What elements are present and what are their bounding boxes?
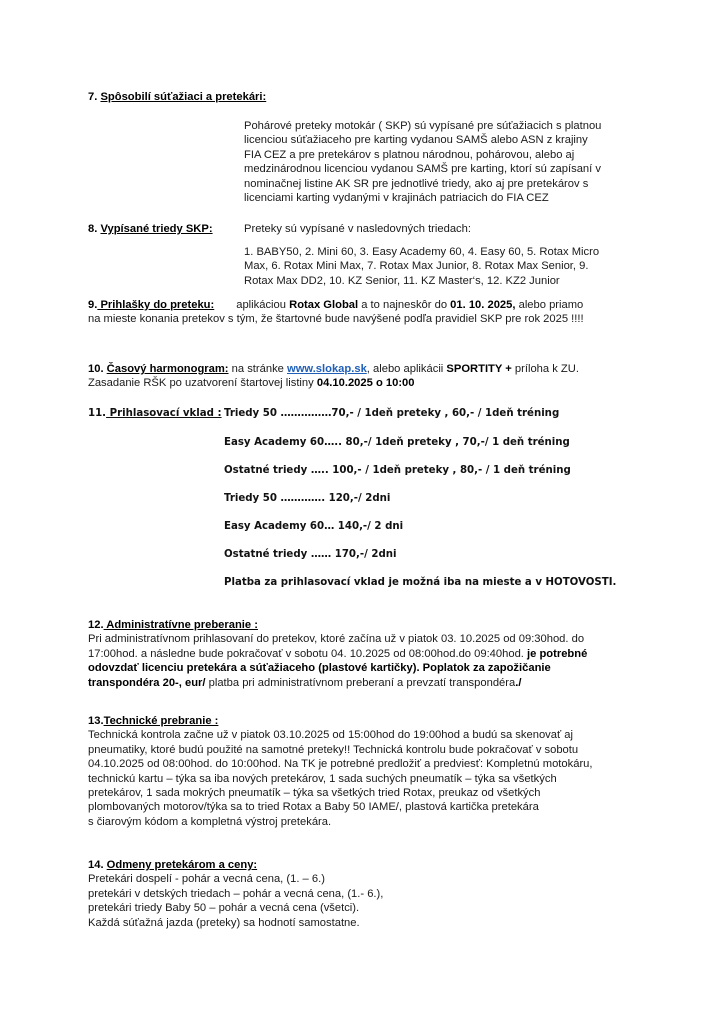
text-line: Každá súťažná jazda (preteky) sa hodnotí samostatne. (88, 916, 360, 929)
text-line: Pohárové preteky motokár ( SKP) sú vypísané pre súťažiacich s platnou (244, 120, 602, 132)
text-line: pretekári triedy Baby 50 – pohár a vecná cena (všetci). (88, 902, 360, 915)
fee-row: Easy Academy 60….. 80,-/ 1deň preteky , 70,-/ 1 deň tréning (224, 437, 570, 448)
section-number: 8. (88, 223, 101, 235)
section-title: Administratívne preberanie : (103, 619, 258, 631)
section-8-classes (244, 245, 599, 288)
section-number: 14. (88, 859, 107, 871)
fee-row: Ostatné triedy ….. 100,- / 1deň preteky , 80,- / 1 deň tréning (224, 465, 571, 476)
text-run: a to najneskôr do (358, 299, 451, 311)
text-line: Rotax Max DD2, 10. KZ Senior, 11. KZ Master‘s, 12. KZ2 Junior (244, 274, 560, 287)
text-line: Pri administratívnom prihlasovaní do pretekov, ktoré začína už v piatok 03. 10.2025 od 09:30hod. do (88, 633, 585, 646)
section-7-heading (88, 90, 266, 104)
text-line: na mieste konania pretekov s tým, že štartovné bude navýšené podľa pravidiel SKP pre rok 2025 !!!! (88, 313, 584, 326)
section-number: 12. (88, 619, 104, 631)
text-line: FIA CEZ a pre pretekárov s platnou národnou, pohárovou, alebo aj (244, 148, 575, 161)
section-title: Spôsobilí súťažiaci a pretekári: (100, 91, 267, 103)
text-line (88, 298, 584, 312)
fee-row: Ostatné triedy …… 170,-/ 2dni (224, 549, 397, 560)
section-13 (88, 714, 593, 829)
text-line: plombovaných motorov/týka sa to tried Rotax a Baby 50 IAME/, plastová kartička pretekára (88, 801, 539, 814)
section-14-heading (88, 858, 383, 872)
section-number: 9. (88, 299, 98, 311)
text-line: nominačnej listine AK SR pre jednotlivé triedy, ako aj pre pretekárov s (244, 177, 589, 190)
section-13-heading (88, 714, 593, 728)
section-8-heading (88, 222, 213, 236)
section-number: 7. (88, 91, 101, 103)
text-line: pneumatiky, ktoré budú použité na samotné preteky!! Technická kontrolu bude pokračovať v sobotu (88, 743, 579, 756)
text-run-bold: transpondéra 20-, eur/ (88, 676, 206, 689)
section-title: Vypísané triedy SKP: (100, 223, 213, 235)
text-line: Technická kontrola začne už v piatok 03.10.2025 od 15:00hod do 19:00hod a budú sa skenovať aj (88, 729, 573, 742)
section-12 (88, 618, 587, 690)
text-run: aplikáciou (236, 299, 290, 311)
website-link[interactable]: www.slokap.sk (287, 363, 367, 375)
section-12-heading (88, 618, 587, 632)
text-run-bold: je potrebné (527, 647, 588, 660)
text-line (88, 362, 579, 376)
section-11-heading (88, 407, 222, 421)
app-name: SPORTITY + (446, 363, 512, 375)
text-line: medzinárodnou licenciou vydanou SAMŠ pre karting, ktorí sú zapísaní v (244, 163, 601, 176)
app-name: Rotax Global (289, 299, 359, 311)
section-title: Odmeny pretekárom a ceny: (106, 859, 258, 871)
text-run: platba pri administratívnom preberaní a prevzatí transpondéra (205, 676, 516, 689)
section-title: Prihlasovací vklad : (106, 408, 222, 419)
text-run: 17:00hod. a následne bude pokračovať v sobotu 04. 10.2025 od 08:00hod.do 09:40hod. (88, 647, 528, 660)
section-number: 13. (88, 715, 104, 727)
deadline-date: 01. 10. 2025, (450, 299, 516, 311)
text-line: 1. BABY50, 2. Mini 60, 3. Easy Academy 60, 4. Easy 60, 5. Rotax Micro (244, 246, 600, 258)
text-line: technickú kartu – týka sa iba nových pretekárov, 1 sada suchých pneumatík – týka sa všetkých (88, 772, 557, 785)
meeting-datetime: 04.10.2025 o 10:00 (316, 377, 415, 390)
fee-row: Easy Academy 60… 140,-/ 2 dni (224, 521, 404, 532)
text-run: Zasadanie RŠK po uzatvorení štartovej listiny (88, 377, 317, 390)
text-line: s čiarovým kódom a kompletná výstroj pretekára. (88, 815, 332, 828)
text-line (88, 676, 587, 690)
section-title: Časový harmonogram: (106, 363, 229, 375)
section-9 (88, 298, 584, 327)
text-line: 04.10.2025 od 08:00hod. do 10:00hod. Na TK je potrebné predložiť a predviesť: Kompletnú motokáru, (88, 758, 593, 771)
section-number: 11. (88, 408, 107, 419)
text-line: Max, 6. Rotax Mini Max, 7. Rotax Max Junior, 8. Rotax Max Senior, 9. (244, 260, 589, 273)
text-run: alebo priamo (515, 299, 584, 311)
payment-note: Platba za prihlasovací vklad je možná iba na mieste a v HOTOVOSTI. (224, 577, 617, 588)
section-10 (88, 362, 579, 391)
section-7-body (244, 119, 601, 205)
text-line (88, 647, 587, 661)
section-title: Prihlašky do preteku: (97, 299, 215, 311)
text-run: , alebo aplikácii (366, 363, 447, 375)
text-line (88, 376, 579, 390)
fee-row: Triedy 50 ……………70,- / 1deň preteky , 60,- / 1deň tréning (224, 408, 560, 419)
text-line: odovzdať licenciu pretekára a súťažiaceho (plastové kartičky). Poplatok za zapožičanie (88, 662, 551, 675)
text-run-bold: ./ (515, 676, 522, 689)
text-line: pretekári v detských triedach – pohár a vecná cena, (1.- 6.), (88, 887, 384, 900)
section-14 (88, 858, 383, 930)
section-8-intro: Preteky sú vypísané v nasledovných triedach: (244, 223, 471, 235)
section-number: 10. (88, 363, 107, 375)
text-line: Pretekári dospelí - pohár a vecná cena, (1. – 6.) (88, 873, 325, 886)
text-run: na stránke (228, 363, 287, 375)
text-line: pretekárov, 1 sada mokrých pneumatík – týka sa všetkých tried Rotax, preukaz od všetkých (88, 787, 541, 800)
text-run: príloha k ZU. (511, 363, 579, 375)
text-line: licenciou súťažiaceho pre karting vydanou SAMŠ alebo ASN z krajiny (244, 134, 588, 147)
fee-row: Triedy 50 …………. 120,-/ 2dni (224, 493, 391, 504)
section-title: Technické prebranie : (103, 715, 219, 727)
text-line: licenciami karting vydanými v krajinách patriacich do FIA CEZ (244, 192, 549, 205)
